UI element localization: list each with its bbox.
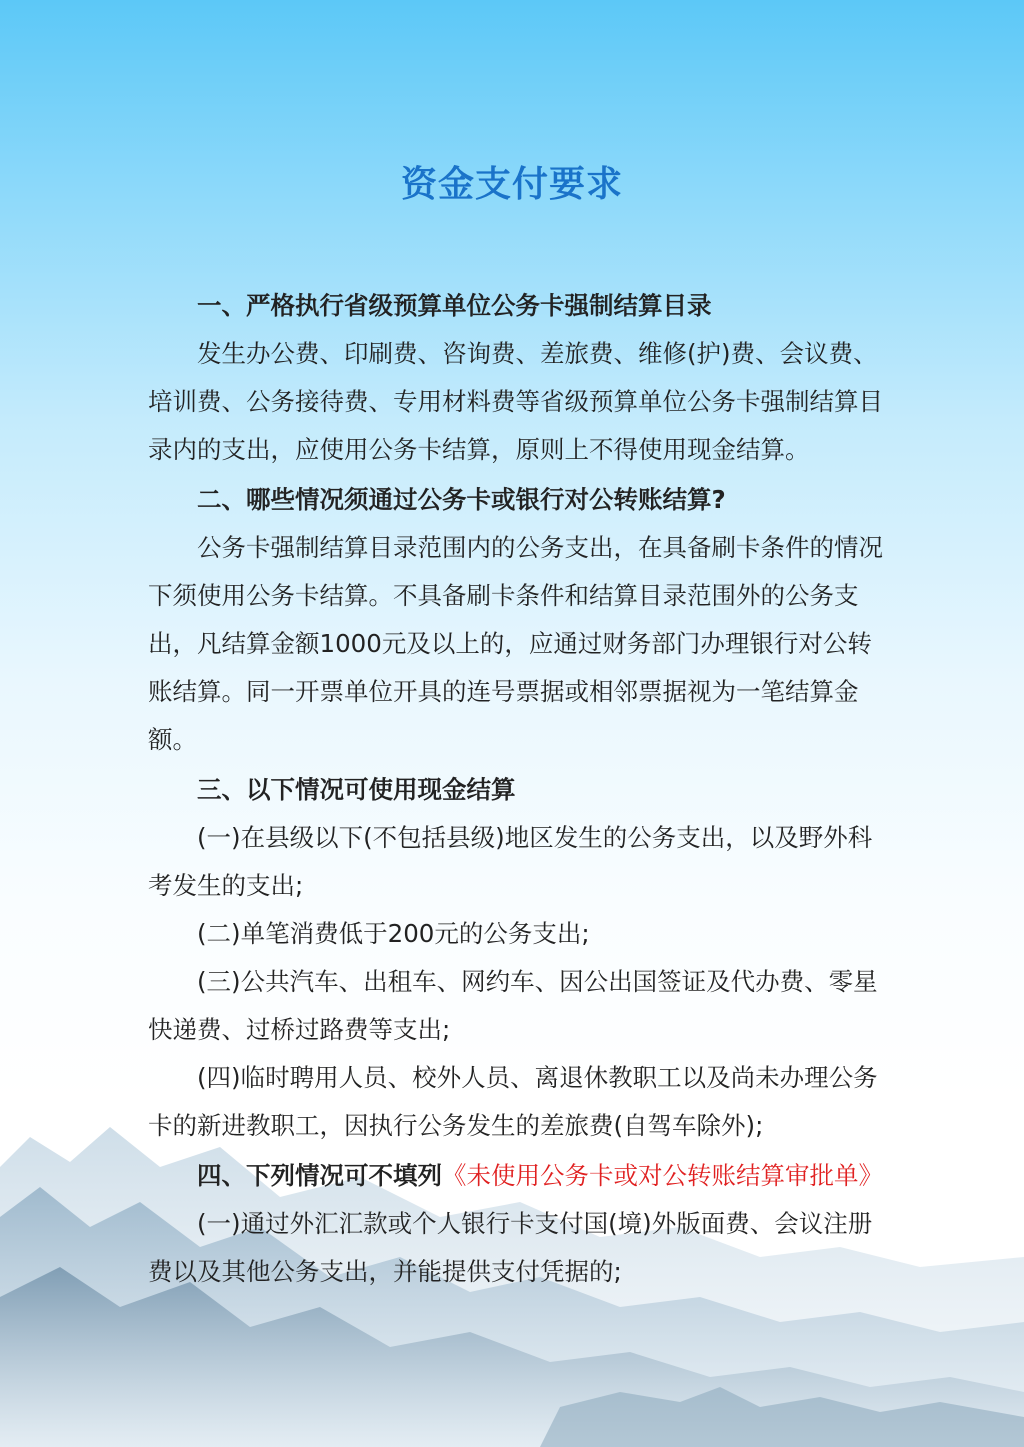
section-4-heading	[148, 1152, 884, 1200]
approval-form-title-highlight: 《未使用公务卡或对公转账结算审批单》	[442, 1161, 883, 1190]
section-2-paragraph-1: 公务卡强制结算目录范围内的公务支出，在具备刷卡条件的情况下须使用公务卡结算。不具备刷卡条件和结算目录范围外的公务支出，凡结算金额1000元及以上的，应通过财务部门办理银行对公转账结算。同一开票单位开具的连号票据或相邻票据视为一笔结算金额。	[148, 533, 883, 754]
section-3-heading: 三、以下情况可使用现金结算	[197, 775, 516, 804]
section-1-paragraph-1: 发生办公费、印刷费、咨询费、差旅费、维修(护)费、会议费、培训费、公务接待费、专用材料费等省级预算单位公务卡强制结算目录内的支出，应使用公务卡结算，原则上不得使用现金结算。	[148, 339, 883, 464]
section-3-item-2: (二)单笔消费低于200元的公务支出;	[197, 919, 590, 948]
section-3-item-3: (三)公共汽车、出租车、网约车、因公出国签证及代办费、零星快递费、过桥过路费等支出;	[148, 967, 878, 1044]
section-2-heading: 二、哪些情况须通过公务卡或银行对公转账结算?	[197, 485, 726, 514]
section-4-item-1: (一)通过外汇汇款或个人银行卡支付国(境)外版面费、会议注册费以及其他公务支出，并能提供支付凭据的;	[148, 1209, 873, 1286]
section-1-heading: 一、严格执行省级预算单位公务卡强制结算目录	[197, 291, 712, 320]
page-title: 资金支付要求	[400, 164, 623, 205]
section-4-heading-text: 四、下列情况可不填列	[197, 1161, 442, 1190]
section-3-item-1: (一)在县级以下(不包括县级)地区发生的公务支出，以及野外科考发生的支出;	[148, 823, 873, 900]
section-3-item-4: (四)临时聘用人员、校外人员、离退休教职工以及尚未办理公务卡的新进教职工，因执行公务发生的差旅费(自驾车除外);	[148, 1063, 878, 1140]
document-body	[148, 282, 884, 1296]
